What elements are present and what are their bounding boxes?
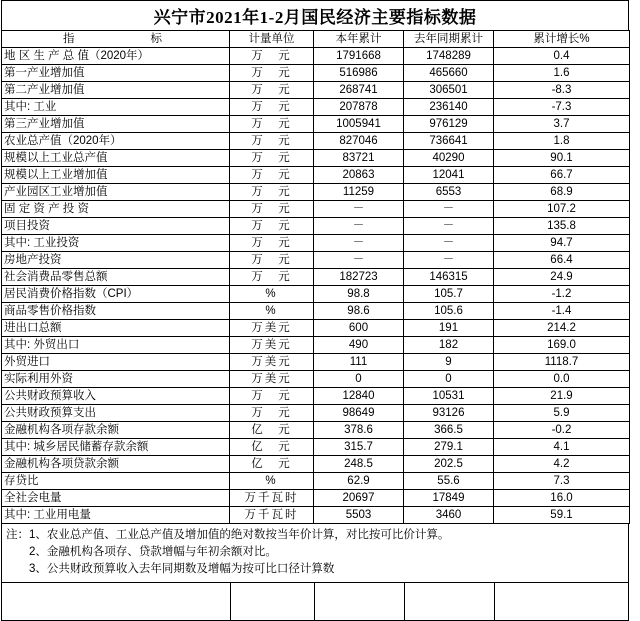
cell-growth: 107.2 xyxy=(494,201,630,218)
table-header-row xyxy=(2,31,630,48)
table-notes xyxy=(1,524,629,583)
cell-current: 0 xyxy=(314,371,404,388)
cell-previous: 105.7 xyxy=(404,286,494,303)
table-row xyxy=(2,133,630,150)
cell-unit: 亿 元 xyxy=(230,456,314,473)
cell-unit: 万 元 xyxy=(230,82,314,99)
cell-unit: 万 元 xyxy=(230,65,314,82)
cell-previous: 55.6 xyxy=(404,473,494,490)
cell-unit: 万 元 xyxy=(230,269,314,286)
cell-current: 207878 xyxy=(314,99,404,116)
table-row xyxy=(2,320,630,337)
table-row xyxy=(2,388,630,405)
cell-unit: 万 元 xyxy=(230,218,314,235)
cell-previous: 3460 xyxy=(404,507,494,524)
cell-unit: 万 元 xyxy=(230,235,314,252)
cell-previous: 306501 xyxy=(404,82,494,99)
footer-divider-3 xyxy=(404,583,405,620)
cell-current: 20697 xyxy=(314,490,404,507)
cell-current: 600 xyxy=(314,320,404,337)
table-row xyxy=(2,286,630,303)
cell-growth: -8.3 xyxy=(494,82,630,99)
cell-current: 98649 xyxy=(314,405,404,422)
cell-current: 378.6 xyxy=(314,422,404,439)
table-row xyxy=(2,235,630,252)
page-title: 兴宁市2021年1-2月国民经济主要指标数据 xyxy=(153,8,477,27)
cell-unit: % xyxy=(230,303,314,320)
cell-previous: 1748289 xyxy=(404,48,494,65)
cell-indicator: 第三产业增加值 xyxy=(2,116,230,133)
cell-unit: 万千瓦时 xyxy=(230,490,314,507)
table-title-row xyxy=(1,0,629,30)
cell-previous: 12041 xyxy=(404,167,494,184)
cell-current: － xyxy=(314,218,404,235)
cell-current: － xyxy=(314,235,404,252)
cell-indicator: 第二产业增加值 xyxy=(2,82,230,99)
cell-growth: 169.0 xyxy=(494,337,630,354)
cell-unit: 万千瓦时 xyxy=(230,507,314,524)
cell-indicator: 公共财政预算支出 xyxy=(2,405,230,422)
cell-unit: 万 元 xyxy=(230,48,314,65)
table-row xyxy=(2,473,630,490)
cell-current: 182723 xyxy=(314,269,404,286)
table-row xyxy=(2,422,630,439)
footer-divider-4 xyxy=(494,583,495,620)
table-row xyxy=(2,99,630,116)
cell-unit: 万 元 xyxy=(230,133,314,150)
cell-previous: 93126 xyxy=(404,405,494,422)
cell-growth: 214.2 xyxy=(494,320,630,337)
cell-current: 5503 xyxy=(314,507,404,524)
cell-indicator: 产业园区工业增加值 xyxy=(2,184,230,201)
cell-previous: 182 xyxy=(404,337,494,354)
cell-unit: 万 元 xyxy=(230,167,314,184)
cell-indicator: 商品零售价格指数 xyxy=(2,303,230,320)
cell-current: 62.9 xyxy=(314,473,404,490)
cell-unit: % xyxy=(230,473,314,490)
cell-current: 20863 xyxy=(314,167,404,184)
cell-indicator: 地 区 生 产 总 值（2020年） xyxy=(2,48,230,65)
cell-previous: 105.6 xyxy=(404,303,494,320)
table-row xyxy=(2,184,630,201)
cell-unit: 万 元 xyxy=(230,184,314,201)
cell-growth: 1.8 xyxy=(494,133,630,150)
column-header-indicator: 指 标 xyxy=(2,31,230,48)
cell-current: 98.6 xyxy=(314,303,404,320)
cell-indicator: 存贷比 xyxy=(2,473,230,490)
column-header-current: 本年累计 xyxy=(314,31,404,48)
cell-unit: 万 元 xyxy=(230,150,314,167)
cell-previous: － xyxy=(404,252,494,269)
indicators-table xyxy=(1,30,630,524)
cell-growth: 66.4 xyxy=(494,252,630,269)
blank-footer-area xyxy=(1,583,629,621)
cell-indicator: 其中: 外贸出口 xyxy=(2,337,230,354)
cell-current: 268741 xyxy=(314,82,404,99)
cell-growth: -1.2 xyxy=(494,286,630,303)
cell-previous: 0 xyxy=(404,371,494,388)
cell-indicator: 金融机构各项贷款余额 xyxy=(2,456,230,473)
cell-growth: 4.2 xyxy=(494,456,630,473)
cell-previous: 40290 xyxy=(404,150,494,167)
cell-indicator: 规模以上工业增加值 xyxy=(2,167,230,184)
cell-current: 248.5 xyxy=(314,456,404,473)
cell-growth: 0.4 xyxy=(494,48,630,65)
cell-current: 11259 xyxy=(314,184,404,201)
cell-growth: 94.7 xyxy=(494,235,630,252)
cell-previous: 976129 xyxy=(404,116,494,133)
cell-previous: － xyxy=(404,201,494,218)
cell-indicator: 居民消费价格指数（CPI） xyxy=(2,286,230,303)
column-header-previous: 去年同期累计 xyxy=(404,31,494,48)
cell-growth: 7.3 xyxy=(494,473,630,490)
cell-growth: -1.4 xyxy=(494,303,630,320)
table-row xyxy=(2,303,630,320)
table-row xyxy=(2,354,630,371)
table-row xyxy=(2,456,630,473)
table-row xyxy=(2,405,630,422)
cell-current: 827046 xyxy=(314,133,404,150)
cell-unit: 亿 元 xyxy=(230,422,314,439)
cell-growth: 3.7 xyxy=(494,116,630,133)
cell-unit: 万 元 xyxy=(230,116,314,133)
table-row xyxy=(2,65,630,82)
cell-growth: 4.1 xyxy=(494,439,630,456)
cell-indicator: 第一产业增加值 xyxy=(2,65,230,82)
cell-unit: 万 元 xyxy=(230,99,314,116)
cell-unit: 亿 元 xyxy=(230,439,314,456)
table-row xyxy=(2,82,630,99)
cell-current: 12840 xyxy=(314,388,404,405)
cell-growth: 66.7 xyxy=(494,167,630,184)
table-row xyxy=(2,218,630,235)
table-row xyxy=(2,439,630,456)
cell-growth: 1118.7 xyxy=(494,354,630,371)
cell-unit: 万 元 xyxy=(230,201,314,218)
cell-previous: 17849 xyxy=(404,490,494,507)
cell-indicator: 全社会电量 xyxy=(2,490,230,507)
cell-indicator: 农业总产值（2020年） xyxy=(2,133,230,150)
column-header-unit: 计量单位 xyxy=(230,31,314,48)
cell-previous: 6553 xyxy=(404,184,494,201)
cell-growth: 21.9 xyxy=(494,388,630,405)
cell-growth: 5.9 xyxy=(494,405,630,422)
cell-current: － xyxy=(314,201,404,218)
cell-indicator: 规模以上工业总产值 xyxy=(2,150,230,167)
cell-previous: 736641 xyxy=(404,133,494,150)
cell-previous: － xyxy=(404,235,494,252)
cell-current: 315.7 xyxy=(314,439,404,456)
cell-previous: 9 xyxy=(404,354,494,371)
cell-growth: 68.9 xyxy=(494,184,630,201)
cell-unit: 万 元 xyxy=(230,388,314,405)
cell-indicator: 进出口总额 xyxy=(2,320,230,337)
table-body xyxy=(2,48,630,524)
table-row xyxy=(2,252,630,269)
table-header xyxy=(2,31,630,48)
cell-previous: 202.5 xyxy=(404,456,494,473)
cell-indicator: 固 定 资 产 投 资 xyxy=(2,201,230,218)
cell-indicator: 社会消费品零售总额 xyxy=(2,269,230,286)
cell-indicator: 外贸进口 xyxy=(2,354,230,371)
table-row xyxy=(2,337,630,354)
cell-previous: 146315 xyxy=(404,269,494,286)
table-row xyxy=(2,201,630,218)
cell-growth: -7.3 xyxy=(494,99,630,116)
cell-indicator: 其中: 工业用电量 xyxy=(2,507,230,524)
cell-growth: 59.1 xyxy=(494,507,630,524)
cell-current: 83721 xyxy=(314,150,404,167)
table-row xyxy=(2,507,630,524)
cell-growth: 1.6 xyxy=(494,65,630,82)
cell-indicator: 金融机构各项存款余额 xyxy=(2,422,230,439)
table-row xyxy=(2,48,630,65)
table-row xyxy=(2,167,630,184)
footer-divider-1 xyxy=(230,583,231,620)
note-line-2: 2、金融机构各项存、贷款增幅与年初余额对比。 xyxy=(6,546,277,558)
cell-growth: 24.9 xyxy=(494,269,630,286)
cell-previous: 236140 xyxy=(404,99,494,116)
cell-current: 490 xyxy=(314,337,404,354)
cell-current: － xyxy=(314,252,404,269)
note-line-1: 注：1、农业总产值、工业总产值及增加值的绝对数按当年价计算，对比按可比价计算。 xyxy=(6,529,450,541)
cell-growth: 135.8 xyxy=(494,218,630,235)
table-row xyxy=(2,116,630,133)
cell-growth: 0.0 xyxy=(494,371,630,388)
cell-unit: 万 元 xyxy=(230,405,314,422)
cell-previous: － xyxy=(404,218,494,235)
footer-divider-2 xyxy=(314,583,315,620)
cell-indicator: 房地产投资 xyxy=(2,252,230,269)
cell-unit: 万美元 xyxy=(230,354,314,371)
cell-current: 1005941 xyxy=(314,116,404,133)
cell-indicator: 公共财政预算收入 xyxy=(2,388,230,405)
cell-indicator: 实际利用外资 xyxy=(2,371,230,388)
cell-current: 1791668 xyxy=(314,48,404,65)
cell-current: 111 xyxy=(314,354,404,371)
table-row xyxy=(2,150,630,167)
cell-indicator: 其中: 工业投资 xyxy=(2,235,230,252)
cell-previous: 279.1 xyxy=(404,439,494,456)
column-header-growth: 累计增长% xyxy=(494,31,630,48)
cell-growth: -0.2 xyxy=(494,422,630,439)
cell-unit: % xyxy=(230,286,314,303)
cell-indicator: 项目投资 xyxy=(2,218,230,235)
note-line-3: 3、公共财政预算收入去年同期数及增幅为按可比口径计算数 xyxy=(6,563,335,575)
cell-current: 98.8 xyxy=(314,286,404,303)
cell-unit: 万美元 xyxy=(230,371,314,388)
cell-previous: 366.5 xyxy=(404,422,494,439)
cell-previous: 191 xyxy=(404,320,494,337)
table-row xyxy=(2,490,630,507)
cell-growth: 16.0 xyxy=(494,490,630,507)
cell-current: 516986 xyxy=(314,65,404,82)
cell-previous: 465660 xyxy=(404,65,494,82)
cell-indicator: 其中: 城乡居民储蓄存款余额 xyxy=(2,439,230,456)
cell-unit: 万 元 xyxy=(230,252,314,269)
cell-unit: 万美元 xyxy=(230,337,314,354)
cell-indicator: 其中: 工业 xyxy=(2,99,230,116)
table-row xyxy=(2,371,630,388)
cell-previous: 10531 xyxy=(404,388,494,405)
cell-growth: 90.1 xyxy=(494,150,630,167)
table-row xyxy=(2,269,630,286)
cell-unit: 万美元 xyxy=(230,320,314,337)
